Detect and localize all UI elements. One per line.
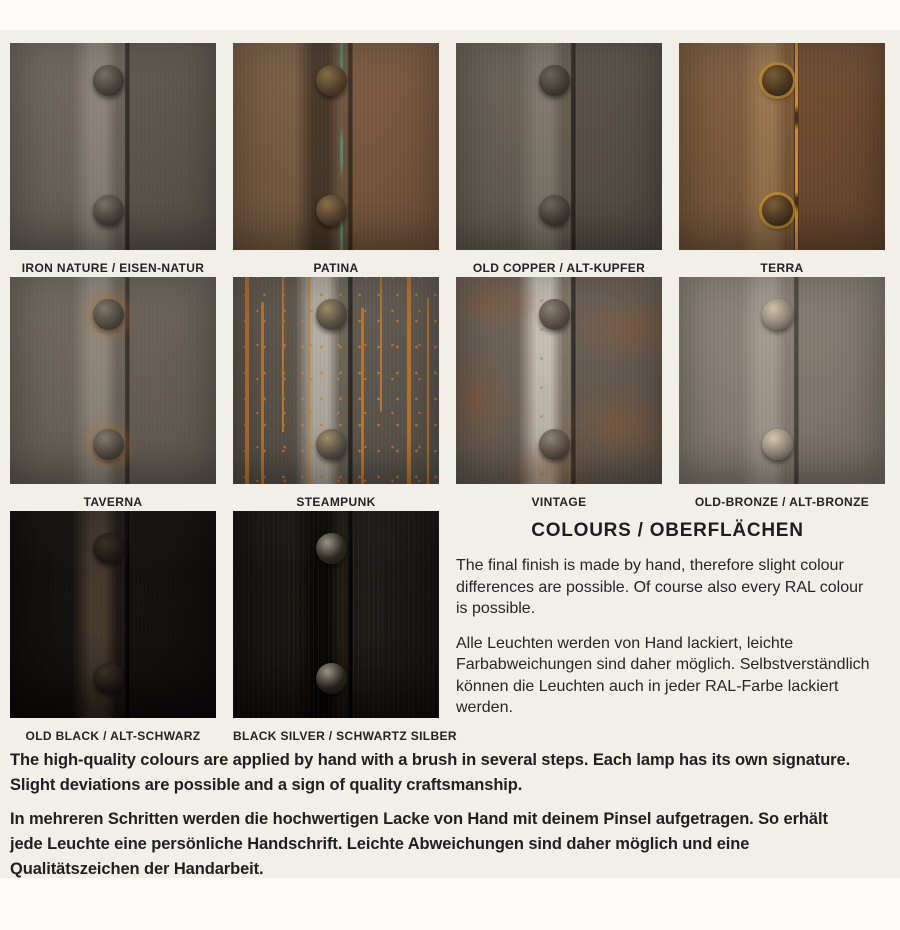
swatch-old-black	[10, 511, 216, 745]
rivet-top	[316, 299, 347, 330]
rivet-top	[93, 299, 124, 330]
rivet-bottom	[93, 663, 124, 694]
finish-photo	[679, 43, 885, 250]
rivet-bottom	[93, 429, 124, 460]
finish-label: OLD BLACK / ALT-SCHWARZ	[25, 729, 201, 743]
footer-paragraph-en: The high-quality colours are applied by hand with a brush in several steps. Each lamp has its own signature. Slight deviations are possible and a sign of quality craftsmanship.	[10, 751, 851, 794]
rivet-top	[316, 533, 347, 564]
colors-info-panel	[456, 511, 885, 745]
rivet-top	[93, 65, 124, 96]
footer-paragraph-de: In mehreren Schritten werden die hochwertigen Lacke von Hand mit deinem Pinsel aufgetragen. So erhält jede Leuchte eine persönliche Handschrift. Leichte Abweichungen sind daher möglich und eine Qualitätszeichen der Handarbeit.	[10, 810, 828, 878]
swatch-old-copper	[456, 43, 662, 277]
finish-label: PATINA	[313, 261, 359, 275]
swatch-black-silver	[233, 511, 457, 745]
footer-text	[10, 748, 900, 882]
finish-photo	[10, 511, 216, 718]
finish-label: OLD-BRONZE / ALT-BRONZE	[694, 495, 870, 509]
colors-paragraph-de: Alle Leuchten werden von Hand lackiert, leichte Farbabweichungen sind daher möglich. Selbstverständlich können die Leuchten auch in jeder RAL-Farbe lackiert werden.	[456, 634, 870, 716]
swatch-taverna	[10, 277, 216, 511]
rivet-bottom	[316, 195, 347, 226]
rivet-bottom	[539, 429, 570, 460]
finish-label: TAVERNA	[83, 495, 143, 509]
finish-photo	[233, 277, 439, 484]
finish-photo	[456, 43, 662, 250]
swatch-grid	[10, 43, 900, 745]
rivet-bottom	[93, 195, 124, 226]
swatch-iron-nature	[10, 43, 216, 277]
finish-label: IRON NATURE / EISEN-NATUR	[21, 261, 205, 275]
rivet-bottom	[762, 429, 793, 460]
rivet-bottom	[762, 195, 793, 226]
rivet-top	[539, 65, 570, 96]
rivet-bottom	[316, 429, 347, 460]
swatch-steampunk	[233, 277, 439, 511]
finish-photo	[10, 277, 216, 484]
finish-photo	[679, 277, 885, 484]
finish-label: BLACK SILVER / SCHWARTZ SILBER	[233, 729, 457, 743]
finish-label: VINTAGE	[531, 495, 587, 509]
finish-label: STEAMPUNK	[296, 495, 376, 509]
swatch-vintage	[456, 277, 662, 511]
finish-label: OLD COPPER / ALT-KUPFER	[472, 261, 646, 275]
content-area	[0, 30, 900, 878]
colors-paragraph-en: The final finish is made by hand, therefore slight colour differences are possible. Of course also every RAL colour is possible.	[456, 557, 864, 617]
rivet-top	[762, 65, 793, 96]
rivet-bottom	[539, 195, 570, 226]
finish-photo	[233, 511, 439, 718]
finish-label: TERRA	[760, 261, 804, 275]
swatch-patina	[233, 43, 439, 277]
swatch-terra	[679, 43, 885, 277]
rivet-top	[93, 533, 124, 564]
finish-photo	[10, 43, 216, 250]
rivet-bottom	[316, 663, 347, 694]
finish-photo	[233, 43, 439, 250]
rivet-top	[762, 299, 793, 330]
rivet-top	[539, 299, 570, 330]
rivet-top	[316, 65, 347, 96]
finish-photo	[456, 277, 662, 484]
colors-heading: COLOURS / OBERFLÄCHEN	[531, 520, 804, 541]
swatch-old-bronze	[679, 277, 885, 511]
